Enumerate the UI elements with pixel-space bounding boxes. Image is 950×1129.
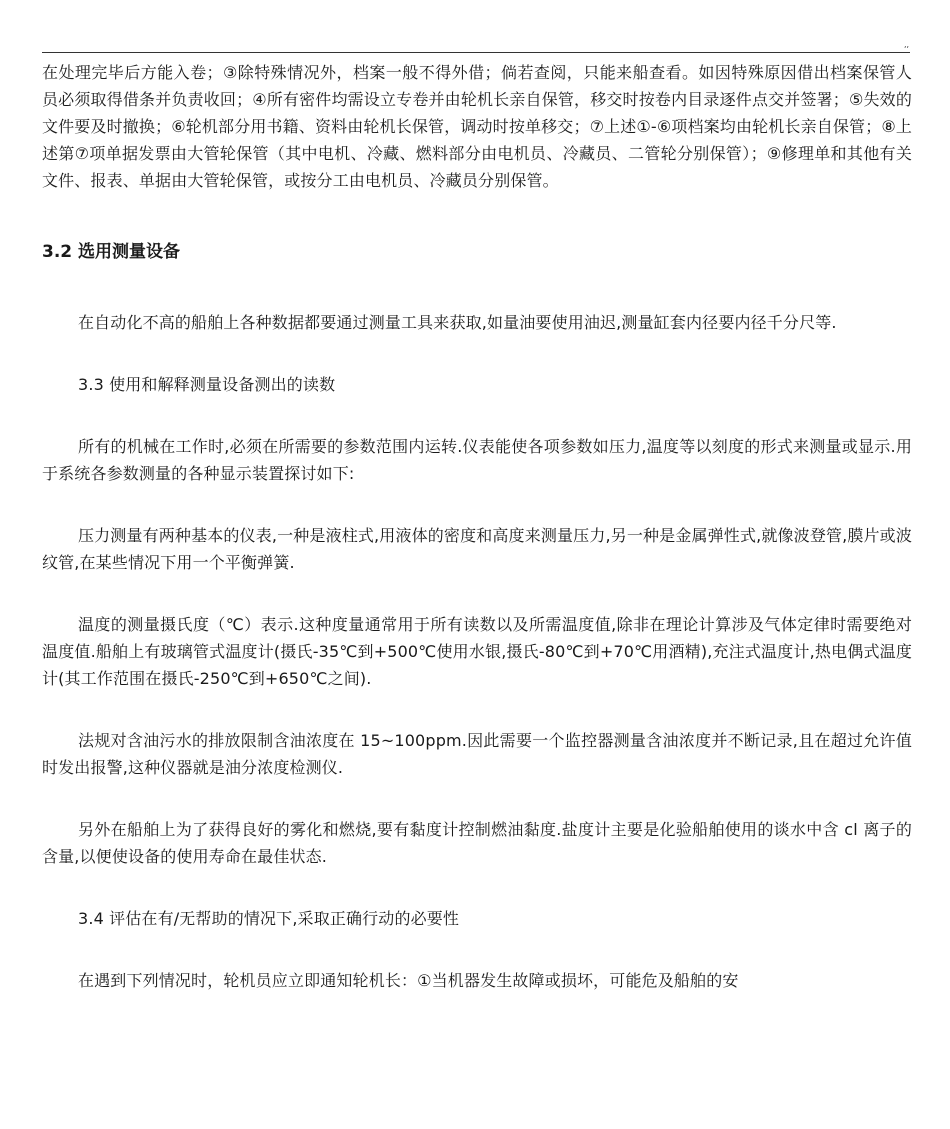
section-heading-3-2: 3.2 选用测量设备 (42, 242, 181, 262)
header-corner-mark: ,, (904, 40, 910, 49)
paragraph-viscosity-salinity: 另外在船舶上为了获得良好的雾化和燃烧,要有黏度计控制燃油黏度.盐度计主要是化验船舶使用的谈水中含 cl 离子的含量,以便使设备的使用寿命在最佳状态. (42, 820, 912, 866)
section-heading-3-4: 3.4 评估在有/无帮助的情况下,采取正确行动的必要性 (78, 909, 460, 928)
paragraph-pressure-measurement: 压力测量有两种基本的仪表,一种是液柱式,用液体的密度和高度来测量压力,另一种是金属弹性式,就像波登管,膜片或波纹管,在某些情况下用一个平衡弹簧. (42, 526, 912, 572)
paragraph-archive-rules: 在处理完毕后方能入卷；③除特殊情况外，档案一般不得外借；倘若查阅，只能来船查看。如因特殊原因借出档案保管人员必须取得借条并负责收回；④所有密件均需设立专卷并由轮机长亲自保管，移交时按卷内目录逐件点交并签署；⑤失效的文件要及时撤换；⑥轮机部分用书籍、资料由轮机长保管，调动时按单移交；⑦上述①-⑥项档案均由轮机长亲自保管；⑧上述第⑦项单据发票由大管轮保管（其中电机、冷藏、燃料部分由电机员、冷藏员、二管轮分别保管）；⑨修理单和其他有关文件、报表、单据由大管轮保管，或按分工由电机员、冷藏员分别保管。 (42, 63, 912, 190)
paragraph-measuring-tools: 在自动化不高的船舶上各种数据都要通过测量工具来获取,如量油要使用油迟,测量缸套内径要内径千分尺等. (78, 313, 837, 332)
document-body (42, 59, 912, 994)
paragraph-temperature-measurement: 温度的测量摄氏度（℃）表示.这种度量通常用于所有读数以及所需温度值,除非在理论计算涉及气体定律时需要绝对温度值.船舶上有玻璃管式温度计(摄氏-35℃到+500℃使用水银,摄氏-80℃到+70℃用酒精),充注式温度计,热电偶式温度计(其工作范围在摄氏-250℃到+650℃之间). (42, 615, 912, 688)
header-rule (42, 52, 910, 53)
section-heading-3-3: 3.3 使用和解释测量设备测出的读数 (78, 375, 336, 394)
paragraph-oil-content-monitor: 法规对含油污水的排放限制含油浓度在 15~100ppm.因此需要一个监控器测量含油浓度并不断记录,且在超过允许值时发出报警,这种仪器就是油分浓度检测仪. (42, 731, 912, 777)
paragraph-notify-chief-engineer: 在遇到下列情况时，轮机员应立即通知轮机长：①当机器发生故障或损坏，可能危及船舶的安 (78, 971, 739, 990)
paragraph-parameter-display: 所有的机械在工作时,必须在所需要的参数范围内运转.仪表能使各项参数如压力,温度等以刻度的形式来测量或显示.用于系统各参数测量的各种显示装置探讨如下: (42, 437, 912, 483)
